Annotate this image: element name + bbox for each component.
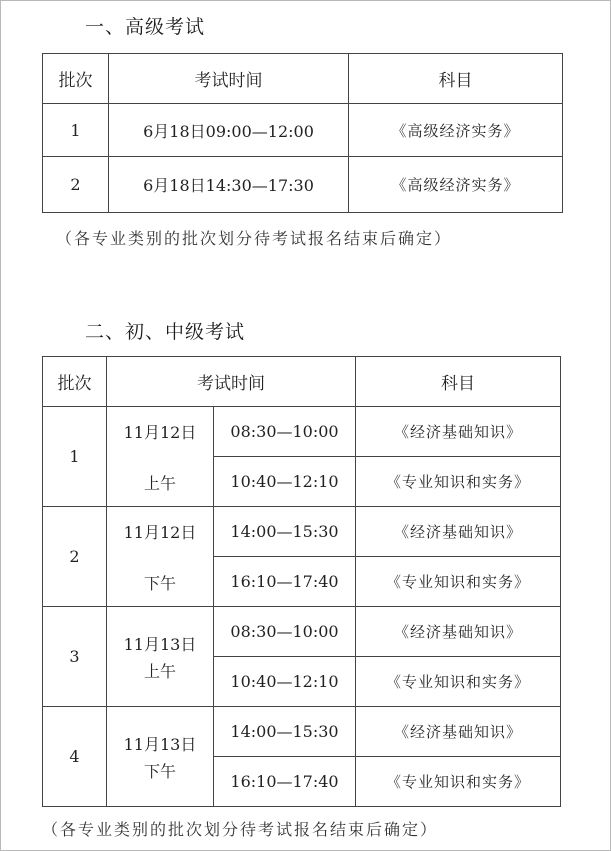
subject-cell: 《经济基础知识》 [356,507,561,557]
batch-cell: 2 [43,507,107,607]
date-cell [107,507,214,607]
batch-cell: 3 [43,607,107,707]
time-cell: 14:00—15:30 [214,507,356,557]
header-batch: 批次 [43,54,109,104]
subject-cell: 《专业知识和实务》 [356,657,561,707]
period-text: 下午 [143,573,176,593]
subject-cell: 《高级经济实务》 [349,104,563,157]
table-row [43,507,561,557]
date-text: 11月12日 [123,522,197,542]
table-row [43,607,561,657]
table-header-row [43,357,561,407]
table-header-row [43,54,563,104]
date-text: 11月13日 [123,634,197,654]
batch-cell: 4 [43,707,107,807]
period-text: 下午 [143,761,176,781]
subject-cell: 《高级经济实务》 [349,157,563,213]
date-text: 11月13日 [123,734,197,754]
table-row [43,707,561,757]
period-text: 上午 [143,473,176,493]
junior-intermediate-exam-table [42,356,561,807]
time-cell: 14:00—15:30 [214,707,356,757]
header-batch: 批次 [43,357,107,407]
batch-cell: 1 [43,104,109,157]
subject-cell: 《经济基础知识》 [356,607,561,657]
date-cell [107,707,214,807]
section1-note: （各专业类别的批次划分待考试报名结束后确定） [56,229,453,248]
time-cell: 10:40—12:10 [214,657,356,707]
time-cell: 10:40—12:10 [214,457,356,507]
date-cell [107,407,214,507]
date-text: 11月12日 [123,422,197,442]
time-cell: 08:30—10:00 [214,607,356,657]
section2-note: （各专业类别的批次划分待考试报名结束后确定） [42,820,439,839]
table-row [43,157,563,213]
batch-cell: 2 [43,157,109,213]
table-row [43,407,561,457]
time-cell: 6月18日14:30—17:30 [109,157,349,213]
time-cell: 16:10—17:40 [214,557,356,607]
subject-cell: 《经济基础知识》 [356,707,561,757]
header-subject: 科目 [349,54,563,104]
advanced-exam-table [42,53,563,213]
batch-cell: 1 [43,407,107,507]
header-time: 考试时间 [107,357,356,407]
table-row [43,104,563,157]
section1-heading: 一、高级考试 [85,16,206,38]
date-cell [107,607,214,707]
subject-cell: 《经济基础知识》 [356,407,561,457]
header-time: 考试时间 [109,54,349,104]
time-cell: 16:10—17:40 [214,757,356,807]
subject-cell: 《专业知识和实务》 [356,457,561,507]
period-text: 上午 [143,661,176,681]
header-subject: 科目 [356,357,561,407]
section2-heading: 二、初、中级考试 [85,321,246,343]
subject-cell: 《专业知识和实务》 [356,557,561,607]
time-cell: 08:30—10:00 [214,407,356,457]
time-cell: 6月18日09:00—12:00 [109,104,349,157]
subject-cell: 《专业知识和实务》 [356,757,561,807]
